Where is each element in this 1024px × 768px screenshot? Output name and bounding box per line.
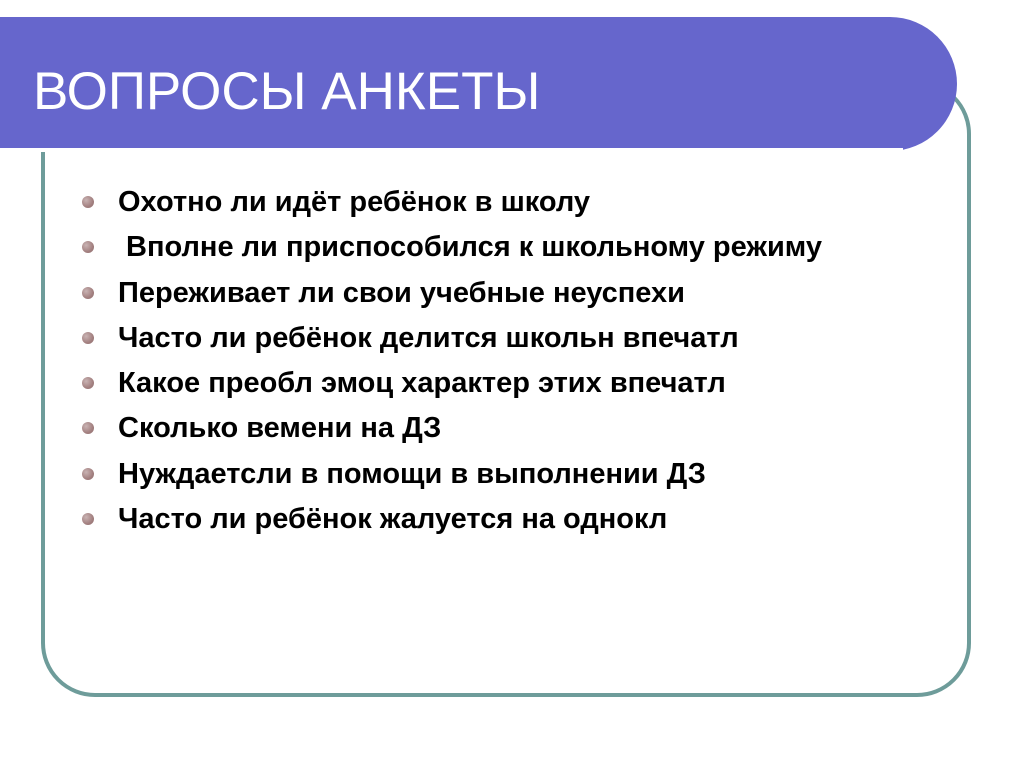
title-bar (0, 17, 957, 151)
bullet-icon (82, 468, 94, 480)
bullet-text: Какое преобл эмоц характер этих впечатл (118, 367, 726, 400)
bullet-text: Часто ли ребёнок делится школьн впечатл (118, 321, 739, 354)
bullet-text: Сколько вемени на ДЗ (118, 412, 442, 445)
bullet-text: Вполне ли приспособился к школьному режиму (118, 231, 822, 264)
bullet-icon (82, 513, 94, 525)
bullet-text: Нуждаетсли в помощи в выполнении ДЗ (118, 457, 706, 490)
title-underline (0, 148, 903, 152)
bullet-text: Часто ли ребёнок жалуется на однокл (118, 503, 668, 536)
bullet-icon (82, 332, 94, 344)
bullet-text: Охотно ли идёт ребёнок в школу (118, 186, 591, 218)
bullet-icon (82, 196, 94, 208)
slide-title: ВОПРОСЫ АНКЕТЫ (33, 62, 541, 121)
bullet-icon (82, 287, 94, 299)
bullet-text: Переживает ли свои учебные неуспехи (118, 276, 685, 309)
